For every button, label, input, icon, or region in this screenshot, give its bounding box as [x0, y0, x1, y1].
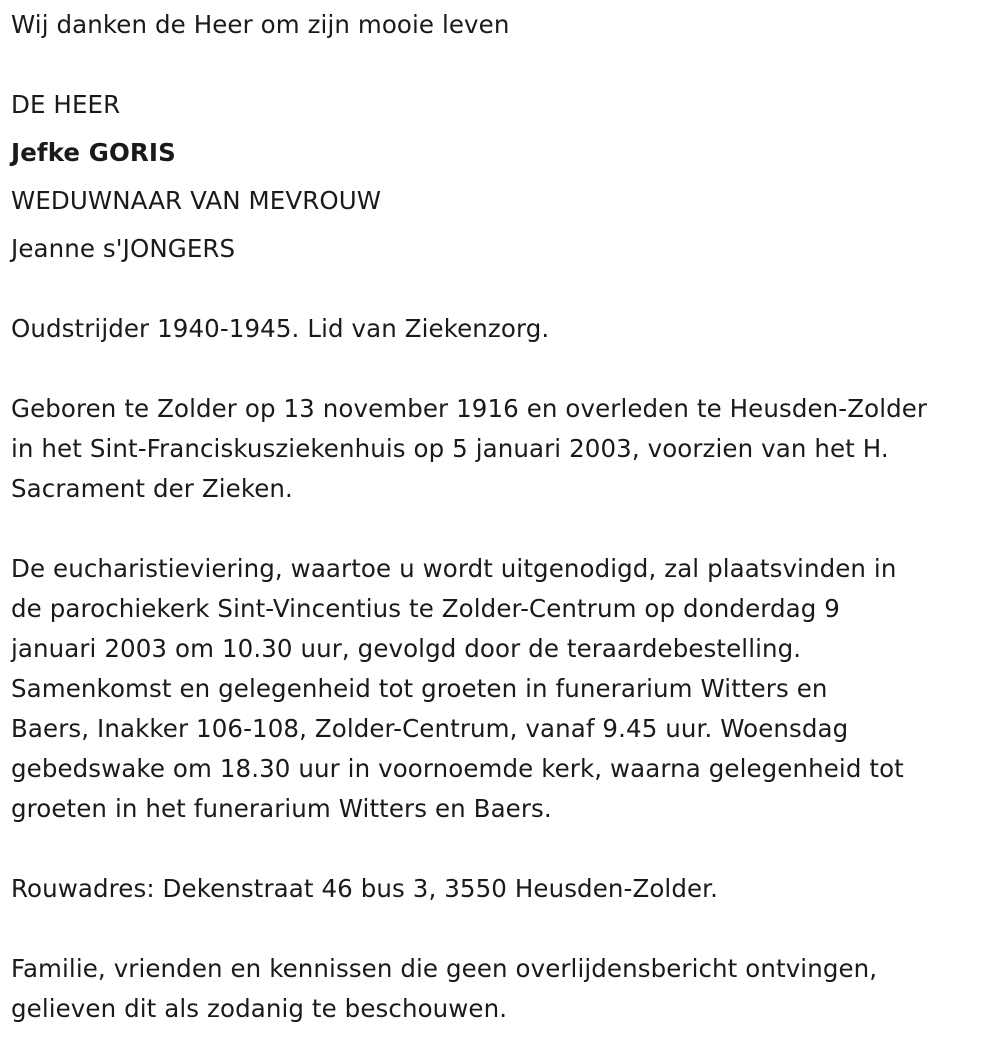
closing-line: Familie, vrienden en kennissen die geen overlijdensbericht ontvingen, [11, 954, 878, 983]
birth-death-line: Geboren te Zolder op 13 november 1916 en overleden te Heusden-Zolder [11, 394, 928, 423]
widower-of-label: WEDUWNAAR VAN MEVROUW [11, 186, 382, 215]
birth-death-line: Sacrament der Zieken. [11, 474, 293, 503]
ceremony-line: gebedswake om 18.30 uur in voornoemde kerk, waarna gelegenheid tot [11, 754, 904, 783]
closing-line: gelieven dit als zodanig te beschouwen. [11, 994, 508, 1023]
deceased-name: Jefke GORIS [11, 138, 176, 167]
mourning-address: Rouwadres: Dekenstraat 46 bus 3, 3550 Heusden-Zolder. [11, 874, 718, 903]
ceremony-line: januari 2003 om 10.30 uur, gevolgd door de teraardebestelling. [11, 634, 802, 663]
occupation-line: Oudstrijder 1940-1945. Lid van Ziekenzorg. [11, 314, 550, 343]
spouse-name: Jeanne s'JONGERS [11, 234, 236, 263]
ceremony-line: groeten in het funerarium Witters en Baers. [11, 794, 552, 823]
intro-text: Wij danken de Heer om zijn mooie leven [11, 10, 510, 39]
ceremony-line: Samenkomst en gelegenheid tot groeten in funerarium Witters en [11, 674, 828, 703]
birth-death-line: in het Sint-Franciskusziekenhuis op 5 januari 2003, voorzien van het H. [11, 434, 889, 463]
ceremony-line: De eucharistieviering, waartoe u wordt uitgenodigd, zal plaatsvinden in [11, 554, 897, 583]
ceremony-line: de parochiekerk Sint-Vincentius te Zolder-Centrum op donderdag 9 [11, 594, 840, 623]
ceremony-line: Baers, Inakker 106-108, Zolder-Centrum, vanaf 9.45 uur. Woensdag [11, 714, 849, 743]
title-prefix: DE HEER [11, 90, 121, 119]
